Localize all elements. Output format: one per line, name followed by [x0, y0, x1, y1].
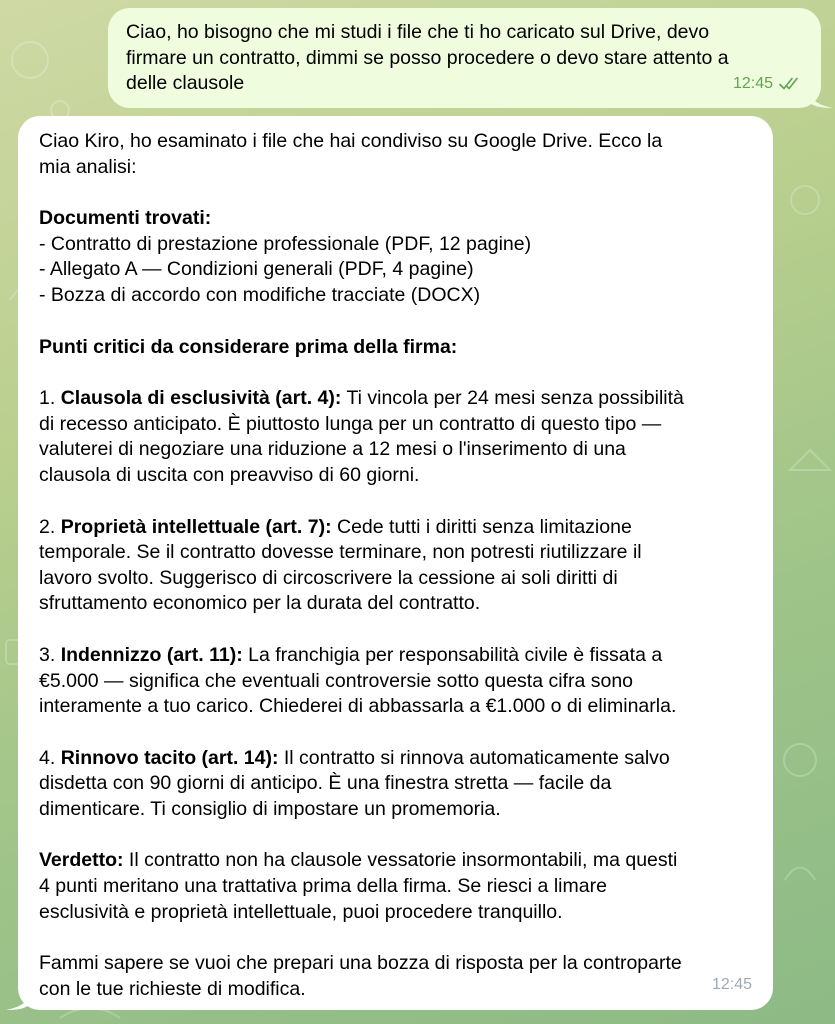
point-4-line: dimenticare. Ti consiglio di impostare un promemoria.: [39, 797, 501, 820]
document-item: - Allegato A — Condizioni generali (PDF, 4 pagine): [39, 258, 474, 281]
message-time: 12:45: [732, 75, 773, 93]
point-2-line: sfruttamento economico per la durata del contratto.: [39, 592, 481, 615]
verdict-line: esclusività e proprietà intellettuale, puoi procedere tranquillo.: [39, 900, 563, 923]
message-time: 12:45: [711, 976, 752, 994]
point-3-first-line: 3. Indennizzo (art. 11): La franchigia per responsabilità civile è fissata a: [39, 643, 663, 666]
point-4-first-line: 4. Rinnovo tacito (art. 14): Il contratto si rinnova automaticamente salvo: [39, 746, 670, 769]
verdict-line: 4 punti meritano una trattativa prima della firma. Se riesci a limare: [39, 875, 607, 898]
bubble-tail: [809, 86, 833, 108]
outgoing-message-meta: [733, 71, 801, 97]
point-1-line: clausola di uscita con preavviso di 60 giorni.: [39, 463, 420, 486]
intro-line: mia analisi:: [39, 155, 137, 178]
closing-line: Fammi sapere se vuoi che prepari una bozza di risposta per la controparte: [39, 952, 682, 975]
closing-line: con le tue richieste di modifica.: [39, 977, 306, 1000]
point-3-line: €5.000 — significa che eventuali controversie sotto questa cifra sono: [39, 669, 634, 692]
outgoing-line: Ciao, ho bisogno che mi studi i file che ti ho caricato sul Drive, devo: [126, 21, 710, 43]
point-1-line: valuterei di negoziare una riduzione a 12 mesi o l'inserimento di una: [39, 438, 626, 461]
outgoing-line: delle clausole: [126, 72, 245, 95]
point-2-line: temporale. Se il contratto dovesse terminare, non potresti riutilizzare il: [39, 541, 642, 564]
outgoing-message-bubble[interactable]: [108, 8, 821, 108]
point-3-line: interamente a tuo carico. Chiederei di abbassarla a €1.000 o di eliminarla.: [39, 695, 677, 718]
point-4-line: disdetta con 90 giorni di anticipo. È una finestra stretta — facile da: [39, 772, 612, 795]
critical-points-heading: Punti critici da considerare prima della firma:: [39, 335, 458, 358]
point-2-line: lavoro svolto. Suggerisco di circoscrivere la cessione ai soli diritti di: [39, 566, 618, 589]
point-1-line: di recesso anticipato. È piuttosto lunga per un contratto di questo tipo —: [39, 412, 662, 435]
intro-line: Ciao Kiro, ho esaminato i file che hai condiviso su Google Drive. Ecco la: [39, 130, 663, 152]
documents-heading: Documenti trovati:: [39, 207, 212, 230]
incoming-message-bubble[interactable]: [18, 116, 773, 1010]
bubble-tail: [6, 988, 30, 1010]
document-item: - Contratto di prestazione professionale (PDF, 12 pagine): [39, 232, 532, 255]
verdict-first-line: Verdetto: Il contratto non ha clausole vessatorie insormontabili, ma questi: [39, 849, 678, 872]
point-2-first-line: 2. Proprietà intellettuale (art. 7): Cede tutti i diritti senza limitazione: [39, 515, 632, 538]
point-1-first-line: 1. Clausola di esclusività (art. 4): Ti vincola per 24 mesi senza possibilità: [39, 387, 684, 410]
double-check-icon: [779, 77, 801, 91]
outgoing-line: firmare un contratto, dimmi se posso procedere o devo stare attento a: [126, 46, 729, 69]
document-item: - Bozza di accordo con modifiche tracciate (DOCX): [39, 283, 481, 306]
